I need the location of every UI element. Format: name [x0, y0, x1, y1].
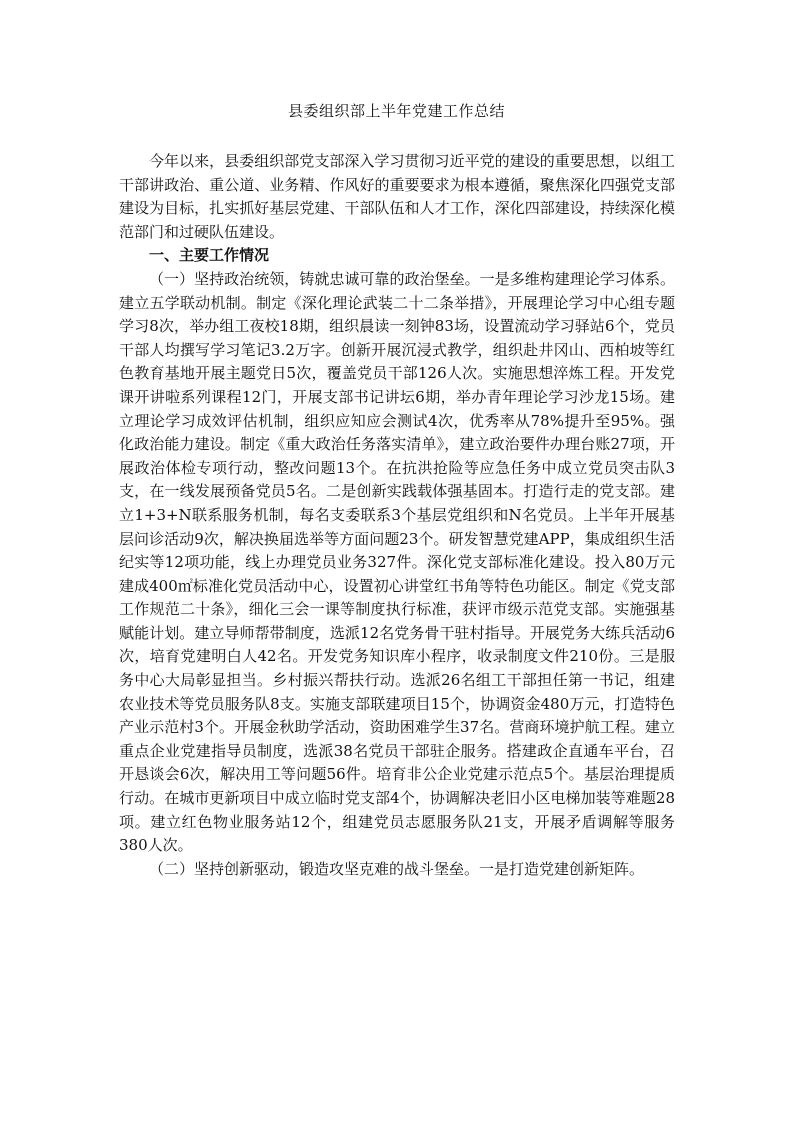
document-body [119, 150, 675, 881]
body-paragraph: （二）坚持创新驱动，锻造攻坚克难的战斗堡垒。一是打造党建创新矩阵。 [149, 859, 645, 878]
intro-paragraph: 今年以来，县委组织部党支部深入学习贯彻习近平党的建设的重要思想，以组工干部讲政治、重公道、业务精、作风好的重要要求为根本遵循，聚焦深化四强党支部建设为目标，扎实抓好基层党建、干部队伍和人才工作，深化四部建设，持续深化模范部门和过硬队伍建设。 [119, 152, 675, 241]
section-heading: 一、主要工作情况 [149, 246, 270, 265]
body-paragraph: （一）坚持政治统领，铸就忠诚可靠的政治堡垒。一是多维构建理论学习体系。建立五学联动机制。制定《深化理论武装二十二条举措》，开展理论学习中心组专题学习8次，举办组工夜校18期，组织晨读一刻钟83场，设置流动学习驿站6个，党员干部人均撰写学习笔记3.2万字。创新开展沉浸式教学，组织赴井冈山、西柏坡等红色教育基地开展主题党日5次，覆盖党员干部126人次。实施思想淬炼工程。开发党课开讲啦系列课程12门，开展支部书记讲坛6期，举办青年理论学习沙龙15场。建立理论学习成效评估机制，组织应知应会测试4次，优秀率从78%提升至95%。强化政治能力建设。制定《重大政治任务落实清单》，建立政治要件办理台账27项，开展政治体检专项行动，整改问题13个。在抗洪抢险等应急任务中成立党员突击队3支，在一线发展预备党员5名。二是创新实践载体强基固本。打造行走的党支部。建立1+3+N联系服务机制，每名支委联系3个基层党组织和N名党员。上半年开展基层问诊活动9次，解决换届选举等方面问题23个。研发智慧党建APP，集成组织生活纪实等12项功能，线上办理党员业务327件。深化党支部标准化建设。投入80万元建成400㎡标准化党员活动中心，设置初心讲堂红书角等特色功能区。制定《党支部工作规范二十条》，细化三会一课等制度执行标准，获评市级示范党支部。实施强基赋能计划。建立导师帮带制度，选派12名党务骨干驻村指导。开展党务大练兵活动6次，培育党建明白人42名。开发党务知识库小程序，收录制度文件210份。三是服务中心大局彰显担当。乡村振兴帮扶行动。选派26名组工干部担任第一书记，组建农业技术等党员服务队8支。实施支部联建项目15个，协调资金480万元，打造特色产业示范村3个。开展金秋助学活动，资助困难学生37名。营商环境护航工程。建立重点企业党建指导员制度，选派38名党员干部驻企服务。搭建政企直通车平台，召开恳谈会6次，解决用工等问题56件。培育非公企业党建示范点5个。基层治理提质行动。在城市更新项目中成立临时党支部4个，协调解决老旧小区电梯加装等难题28项。建立红色物业服务站12个，组建党员志愿服务队21支，开展矛盾调解等服务380人次。 [119, 269, 675, 855]
document-title: 县委组织部上半年党建工作总结 [287, 102, 505, 120]
